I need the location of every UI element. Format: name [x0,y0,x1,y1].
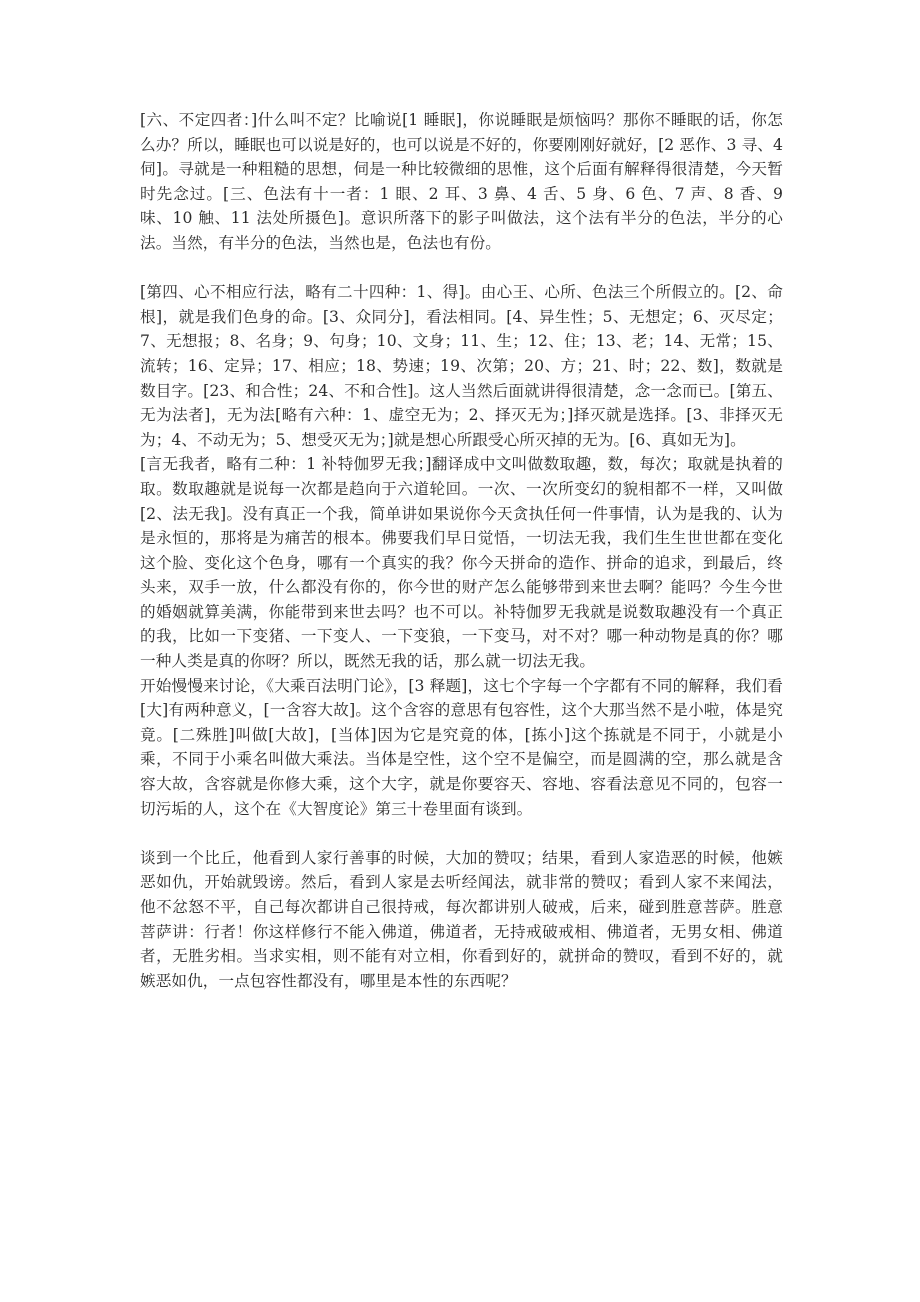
paragraph-block-2: [第四、心不相应行法，略有二十四种：1、得]。由心王、心所、色法三个所假立的。[2、命根]，就是我们色身的命。[3、众同分]，看法相同。[4、异生性；5、无想定；6、灭尽定；7、无想报；8、名身；9、句身；10、文身；11、生；12、住；13、老；14、无常；15、流转；16、定异；17、相应；18、势速；19、次第；20、方；21、时；22、数]，数就是数目字。[23、和合性；24、不和合性]。这人当然后面就讲得很清楚，念一念而已。[第五、无为法者]，无为法[略有六种：1、虚空无为；2、择灭无为；]择灭就是选择。[3、非择灭无为；4、不动无为；5、想受灭无为；]就是想心所跟受心所灭掉的无为。[6、真如无为]。 [140,283,783,449]
text-column [140,108,783,993]
paragraph-block-4: 开始慢慢来讨论，《大乘百法明门论》，[3 释题]，这七个字每一个字都有不同的解释，我们看[大]有两种意义，[一含容大故]。这个含容的意思有包容性，这个大那当然不是小啦，体是究竟。[二殊胜]叫做[大故]，[当体]因为它是究竟的体，[拣小]这个拣就是不同于，小就是小乘，不同于小乘名叫做大乘法。当体是空性，这个空不是偏空，而是圆满的空，那么就是含容大故，含容就是你修大乘，这个大字，就是你要容天、容地、容看法意见不同的，包容一切污垢的人，这个在《大智度论》第三十卷里面有谈到。 [140,676,783,818]
paragraph-block-5: 谈到一个比丘，他看到人家行善事的时候，大加的赞叹；结果，看到人家造恶的时候，他嫉恶如仇，开始就毁谤。然后，看到人家是去听经闻法，就非常的赞叹；看到人家不来闻法，他不忿怒不平，自己每次都讲自己很持戒，每次都讲别人破戒，后来，碰到胜意菩萨。胜意菩萨讲：行者！你这样修行不能入佛道，佛道者，无持戒破戒相、佛道者，无男女相、佛道者，无胜劣相。当求实相，则不能有对立相，你看到好的，就拼命的赞叹，看到不好的，就嫉恶如仇，一点包容性都没有，哪里是本性的东西呢？ [140,848,783,990]
paragraph-block-3: [言无我者，略有二种：1 补特伽罗无我；]翻译成中文叫做数取趣，数，每次；取就是执着的取。数取趣就是说每一次都是趋向于六道轮回。一次、一次所变幻的貌相都不一样，又叫做[2、法无我]。没有真正一个我，简单讲如果说你今天贪执任何一件事情，认为是我的、认为是永恒的，那将是为痛苦的根本。佛要我们早日觉悟，一切法无我，我们生生世世都在变化这个脸、变化这个色身，哪有一个真实的我？你今天拼命的造作、拼命的追求，到最后，终头来，双手一放，什么都没有你的，你今世的财产怎么能够带到来世去啊？能吗？今生今世的婚姻就算美满，你能带到来世去吗？也不可以。补特伽罗无我就是说数取趣没有一个真正的我，比如一下变猪、一下变人、一下变狼，一下变马，对不对？哪一种动物是真的你？哪一种人类是真的你呀？所以，既然无我的话，那么就一切法无我。 [140,455,783,671]
paragraph-block-1: [六、不定四者：]什么叫不定？比喻说[1 睡眠]，你说睡眠是烦恼吗？那你不睡眠的话，你怎么办？所以，睡眠也可以说是好的，也可以说是不好的，你要刚刚好就好，[2 恶作、3 寻、4 伺]。寻就是一种粗糙的思想，伺是一种比较微细的思惟，这个后面有解释得很清楚，今天暂时先念过。[三、色法有十一者：1 眼、2 耳、3 鼻、4 舌、5 身、6 色、7 声、8 香、9 味、10 触、11 法处所摄色]。意识所落下的影子叫做法，这个法有半分的色法，半分的心法。当然，有半分的色法，当然也是，色法也有份。 [140,111,783,252]
